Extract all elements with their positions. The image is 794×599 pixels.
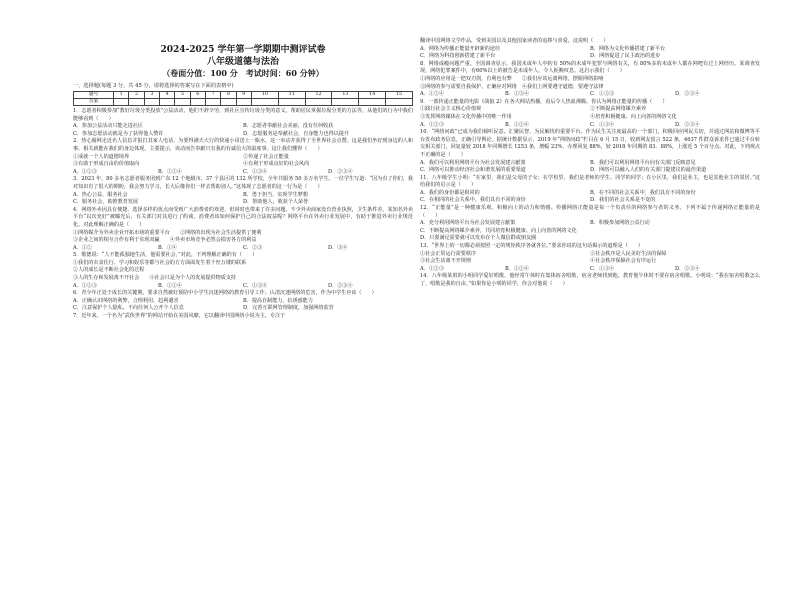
- answer-option: A．我们可以利用网络平台为社会发展建言献策: [420, 159, 526, 166]
- answer-option: ②人的成长是不断社会化的过程: [73, 267, 145, 274]
- answer-number-cell: 14: [359, 92, 386, 99]
- option-group: [420, 220, 760, 235]
- answer-blank-cell[interactable]: [332, 99, 359, 106]
- question-text: 1．志愿者积极参加“教好垃圾分类投放”公益活动，他们不辞辛劳，到社区宣传垃圾分类的意义，帮助居民掌握垃圾分类的方法等。从他们的行为中我们能够看到（ ）: [73, 108, 413, 122]
- answer-blank-cell[interactable]: [221, 99, 236, 106]
- answer-blank-cell[interactable]: [144, 99, 159, 106]
- section-instructions: 一、选择题(每题 3 分，共 45 分，请将选择的答案写在下面的表格中): [73, 83, 234, 89]
- answer-option: B．①②④: [505, 265, 530, 272]
- answer-option: C．①③④: [243, 282, 268, 289]
- answer-number-cell: 12: [305, 92, 332, 99]
- answer-option: D．③④: [328, 244, 348, 251]
- answer-option: ①网络的应用是一把双刃剑，有利也有弊 ②我们应该远离网络，摆脱网络影响: [420, 75, 604, 82]
- left-column: [73, 0, 413, 599]
- answer-option: ④培育积极健康、向上向善的网络文化: [590, 113, 677, 120]
- answer-option: C．在相同的社会关系中，我们具有不同的身份: [420, 197, 526, 204]
- option-group: [420, 122, 760, 130]
- answer-option: B．网络为文化传播搭建了新平台: [590, 45, 666, 52]
- answer-option: ③人的生存和发展离不开社会 ④社会只是为个人的发展提供物质支持: [73, 275, 237, 282]
- answer-blank-cell[interactable]: [359, 99, 386, 106]
- answer-option: B．积极参加网络公益行动: [590, 220, 650, 227]
- answer-option: C．不断提高网络媒介素养，共同培育积极健康、向上向善的网络文化: [420, 227, 577, 234]
- answer-table-row-label: 答案: [74, 99, 114, 106]
- answer-number-cell: 15: [386, 92, 413, 99]
- answer-table-row-label: 题号: [74, 92, 114, 99]
- question-text: 7．近年来，一个名为“武侠世界”的网站开始在美国风靡，它以翻译中国网络小说为主，专注于: [73, 313, 286, 320]
- answer-option: D．②③④: [675, 121, 700, 128]
- answer-option: A．①②④: [420, 91, 445, 98]
- answer-option: A．正确认识网络的利弊，合理利用，趋利避害: [73, 297, 179, 304]
- answer-option: ①成就一个人的道德境界: [73, 153, 130, 160]
- answer-blank-cell[interactable]: [175, 99, 190, 106]
- answer-option: ④社会秩序保障社会有序运行: [590, 258, 657, 265]
- question-text: 8．网络成瘾问题严重。全国调查显示，我国未成年人中约有 50%的未成年犯罪与网络有关，有 80%多的未成年人都在网吧有过上网经历。某调查发现，网络犯罪案件中，有60%以上的被告是未成年人，令人扼腕叹息。这启示我们（ ）: [420, 60, 760, 75]
- answer-option: ③发挥网络媒体在文化传播中的唯一作用: [420, 113, 512, 120]
- answer-number-cell: 3: [144, 92, 159, 99]
- answer-option: C．②③: [243, 244, 263, 251]
- answer-option: ②传递了社会正能量: [243, 153, 289, 160]
- answer-option: C．网络可以推动经济社会和谐发展的重要渠道: [420, 167, 526, 174]
- option-group: [73, 154, 413, 169]
- answer-option: D．②③④: [675, 91, 700, 98]
- answer-option: ③社会生活离不开规则: [420, 258, 471, 265]
- option-group: [420, 160, 760, 175]
- answer-table: [73, 91, 413, 106]
- answer-option: D．网络可以融入人们的有关部门提建议的最佳渠道: [590, 167, 707, 174]
- answer-number-cell: 13: [332, 92, 359, 99]
- option-group: [420, 46, 760, 61]
- answer-option: ③企业之间的相互合作有利于实现双赢 ④外卖市场竞争必然会损害各方的利益: [73, 237, 257, 244]
- answer-blank-cell[interactable]: [160, 99, 175, 106]
- question-text: 2．热心肠网走近名人信息并报打其家人电话，为要得满天大行的快递小哥送上一瓶水，这一举动并获得了全世界社会点赞。这是我们坐好到身边的人和事。相关就能在我们的身边体现。主要提示，该动而告奉献只有我的有诚信大的温度事。这让我们懂得（ ）: [73, 138, 413, 152]
- question-text: 3．2023 年，80 多名志愿者服务团到广东 12 个地级市、37 个县区的 132 所学校，全年共服务 50 多万名学生。一位学生写道：“因为有了你们，我对知识有了很大的期盼，我会努力学习，长大后像你们一样去帮助别人。”这体现了志愿者的这一行为是（ ）: [73, 176, 413, 190]
- answer-option: B．①②④: [158, 282, 183, 289]
- option-group: [420, 235, 760, 243]
- answer-option: B．①②④: [158, 168, 183, 175]
- option-group: [420, 106, 760, 121]
- answer-option: B．志愿者奉献社会美丽，没有任何收获: [243, 123, 334, 130]
- answer-option: A．①②: [73, 244, 92, 251]
- answer-option: C．网络为科技创新搭建了新平台: [420, 53, 496, 60]
- exam-title: 2024-2025 学年第一学期期中测评试卷: [160, 45, 326, 55]
- exam-score-time: （卷面分值：100 分 考试时间：60 分钟）: [162, 68, 324, 78]
- answer-option: C．①③④: [590, 265, 615, 272]
- option-group: [73, 260, 413, 283]
- answer-option: ①网络媒介为外卖企业开拓市场的重要平台 ②网络的出现为社会生活提供了便利: [73, 229, 262, 236]
- answer-option: ④有利于形成良好的社会风尚: [243, 161, 310, 168]
- answer-option: D．网络促进了民主政治的进步: [590, 53, 661, 60]
- answer-number-cell: 6: [190, 92, 205, 99]
- answer-option: D．帮助他人，收获个人荣誉: [243, 199, 309, 206]
- option-group: [73, 123, 413, 138]
- option-group: [420, 251, 760, 266]
- right-questions: [420, 38, 760, 289]
- answer-blank-cell[interactable]: [305, 99, 332, 106]
- option-group: [73, 298, 413, 313]
- answer-option: B．①③④: [505, 91, 530, 98]
- answer-option: C．服务社会，助推教育发展: [73, 199, 139, 206]
- answer-number-cell: 4: [160, 92, 175, 99]
- answer-option: ①践行社会主义核心价值观: [420, 106, 482, 113]
- option-group: [420, 76, 760, 91]
- answer-option: D．只要满足需要就可以发布在个人微信群或朋友圈: [420, 235, 537, 242]
- answer-option: ①社会正常运行需要秩序: [420, 250, 477, 257]
- answer-option: A．①②③: [73, 168, 98, 175]
- question-text: 9．一部传递正能量的电影《战狼 2》在各大网站热播，看后令人热血沸腾。你认为网络正能量的传播（ ）: [420, 98, 668, 105]
- answer-number-cell: 5: [175, 92, 190, 99]
- question-text: 4．网络外卖因具有便捷、选择多样的优点而受到广大消费者的欢迎，但同时也带来了许多问题。不少外卖商家没有营业执照，卫生条件差。某知名外卖平台“以次充好”被曝光后，有关部门对其进行了约谈。消费者该如何保护自己的合法权益呢？网络平台在外卖行业发展中，有助于推进外卖行业规范化。对此理解正确的是（ ）: [73, 206, 413, 228]
- answer-option: A．①②③: [420, 265, 445, 272]
- answer-option: A．我们的身份都是相同的: [420, 189, 480, 196]
- exam-subject: 八年级道德与法治: [206, 57, 279, 67]
- answer-option: C．①③④: [590, 121, 615, 128]
- answer-blank-cell[interactable]: [386, 99, 413, 106]
- answer-option: B．我们可以利用网络平台向有关部门反映意见: [590, 159, 696, 166]
- answer-option: ③有助于形成自由的价值取向: [73, 161, 140, 168]
- answer-option: B．①④: [158, 244, 178, 251]
- answer-blank-cell[interactable]: [114, 99, 129, 106]
- answer-option: C．①③④: [243, 168, 268, 175]
- right-column: [420, 0, 760, 599]
- answer-option: ③网络的参与需要自我保护、正确应对网络 ④我们上网要遵守道德，要遵守法律: [420, 83, 604, 90]
- answer-option: D．我们的社会关系是不变的: [590, 197, 656, 204]
- answer-option: D．②③④: [675, 265, 700, 272]
- answer-table-answer-row: [74, 99, 413, 106]
- answer-blank-cell[interactable]: [251, 99, 278, 106]
- question-text: 6．青少年正处于成长的关键期，要求自然被好预防中小学生沉迷网络的教育引导工作。认清沉迷网络的危害，作为中学生应该（ ）: [73, 290, 377, 297]
- answer-option: C．注意保护个人隐私，不向任何人公开个人信息: [73, 305, 184, 312]
- answer-option: B．勇于担当，实现学生梦想: [243, 191, 308, 198]
- answer-table-number-row: [74, 92, 413, 99]
- answer-blank-cell[interactable]: [206, 99, 221, 106]
- answer-option: A．充分利用网络平台为社会发展建言献策: [420, 220, 516, 227]
- answer-option: ②社会秩序是人民美好生活的保障: [590, 250, 667, 257]
- answer-option: C．①②③: [590, 91, 615, 98]
- answer-blank-cell[interactable]: [129, 99, 144, 106]
- answer-blank-cell[interactable]: [236, 99, 251, 106]
- left-questions: [73, 108, 413, 321]
- answer-number-cell: 10: [251, 92, 278, 99]
- answer-option: D．②③④: [328, 168, 353, 175]
- question-text: 12．“正能量”是一种健康乐观、积极向上的动力和情感。传播网络正能量是每一个负责任的网络参与者的义务。下列不属于传递网络正能量的是（ ）: [420, 205, 760, 219]
- answer-option: D．完善互联网管理制度，加强网络监管: [243, 305, 334, 312]
- question-text: 14．八年级某班的小明同学爱好唱歌，他经常午休时在集体宿舍唱歌，宿舍老师找到他，教育他午休时不要在宿舍唱歌。小明说：“我在宿舍唱歌怎么了，唱歌是我的自由。”如果你是小明的同学，你会对他说（ ）: [420, 273, 760, 287]
- answer-number-cell: 9: [236, 92, 251, 99]
- answer-option: A．①②③: [73, 282, 98, 289]
- answer-option: D．②③④: [328, 282, 353, 289]
- question-text: 5．歌德说：“人不能孤独地生活，他需要社会。”对此，下列理解正确的有（ ）: [73, 252, 258, 259]
- answer-option: A．网络为传播正能量开辟新的途径: [420, 45, 501, 52]
- answer-number-cell: 2: [129, 92, 144, 99]
- answer-number-cell: 7: [206, 92, 221, 99]
- answer-option: ①我们的衣食住行、学习和娱乐等都与社会的方方面面发生着千丝万缕的联系: [73, 259, 247, 266]
- answer-option: [590, 228, 760, 236]
- answer-option: C．参加志愿活动就是为了获得他人赞许: [73, 130, 164, 137]
- question-text: 10．“网络问政”已成为我们倾听民意、汇聚民智、为民解忧的重要平台。作为民生关注度最高的一个部门，积极回应网民关切，并通过网站和微博等平台发布政务信息，正确引导舆论。据统计数据显示，2019 年“网络问政”栏目在 6 月 15 日，收到网友留言 522 条，4637 件群众诉求件已通过平台转交相关部门，回复量较 2018 年同期增长 1253 条，增幅 23%，办理回复 88%，较 2018 年同期的 83．88%，上涨近 5 个百分点。对此，下列观点不正确的是（ ）: [420, 129, 760, 158]
- answer-option: A．参加公益活动只能走进社区: [73, 123, 143, 130]
- answer-number-cell: 8: [221, 92, 236, 99]
- answer-option: ②不断提高网络媒介素养: [590, 106, 647, 113]
- answer-number-cell: 11: [278, 92, 305, 99]
- option-group: [73, 192, 413, 207]
- answer-option: A．①②③: [420, 121, 445, 128]
- answer-option: B．在不同的社会关系中，我们具有不同的身份: [590, 189, 696, 196]
- option-group: [420, 190, 760, 205]
- answer-blank-cell[interactable]: [190, 99, 205, 106]
- question-text: 翻译中国网络文学作品，受到美国以及其他国家读者的追捧与喜爱，这说明（ ）: [420, 38, 609, 44]
- question-text: 13．“世界上的一切都必须按照一定的规矩秩序各就各位。”要求你说的这句话揭示的道理是（ ）: [420, 243, 644, 250]
- answer-number-cell: 1: [114, 92, 129, 99]
- question-text: 11．八年级学生小明：“在家里，我们是父母的子女；在学校里，我们是老师的学生、同学的同学；在小区里，我们是业主，也是其他业主的邻居。”这给我们的启示是（ ）: [420, 174, 760, 189]
- answer-option: B．提高自制能力，抗诱惑能力: [243, 297, 313, 304]
- option-group: [73, 230, 413, 245]
- answer-option: D．志愿服务是奉献社会，自身能力也得以提升: [243, 130, 349, 137]
- answer-blank-cell[interactable]: [278, 99, 305, 106]
- option-group: [420, 91, 760, 99]
- answer-option: B．①②④: [505, 121, 530, 128]
- answer-option: A．热心公益，服务社会: [73, 191, 128, 198]
